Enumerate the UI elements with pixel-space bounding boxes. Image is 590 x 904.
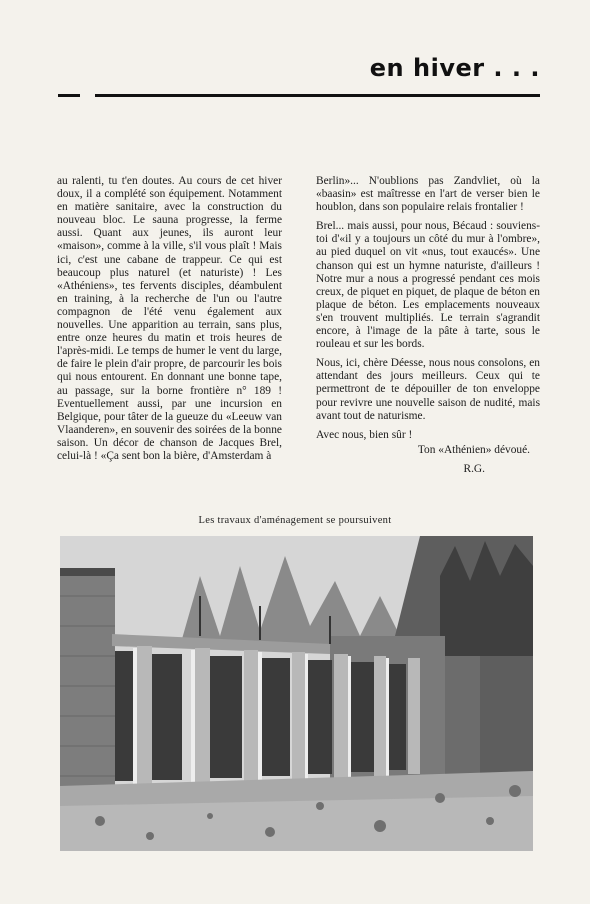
right-paragraph-3: Nous, ici, chère Déesse, nous nous consolons, en attendant des jours meilleurs. Ceux qui te permettront de te dépouiller de ton enveloppe pour revivre une nouvelle saison de nudité, mais avant tout de naturisme. xyxy=(316,357,540,422)
photo-caption: Les travaux d'aménagement se poursuivent xyxy=(198,515,392,526)
article-left-column xyxy=(57,175,282,469)
page-title: en hiver . . . xyxy=(369,54,540,82)
signature-initials: R.G. xyxy=(463,462,485,475)
title-rule-long xyxy=(95,94,540,97)
construction-photo xyxy=(60,536,533,851)
right-paragraph-2: Brel... mais aussi, pour nous, Bécaud : souviens-toi d'«il y a toujours un côté du mur à l'ombre», au pied duquel on vit «nus, tout exaucés». Une chanson qui est un hymne naturiste, d'ailleurs ! Notre mur a nous a progressé pendant ces mois creux, de piquet en piquet, de plaque de béton en plaque de béton. Les emplacements nouveaux s'en trouvent multipliés. Le terrain s'agrandit encore, à l'image de la pâte à tarte, sous le rouleau et sur les bords. xyxy=(316,220,540,351)
right-paragraph-1: Berlin»... N'oublions pas Zandvliet, où la «baasin» est maîtresse en l'art de verser bien le houblon, dans son populaire relais frontalier ! xyxy=(316,175,540,214)
signature-line: Ton «Athénien» dévoué. xyxy=(417,443,530,456)
left-column-text: au ralenti, tu t'en doutes. Au cours de cet hiver doux, il a complété son équipement. Notamment en matière sanitaire, avec la construction du nouveau bloc. Le sauna progresse, la ferme aussi. Quant aux jeunes, ils auront leur «maison», comme à la ville, s'il vous plaît ! Mais ici, c'est une cabane de trappeur. Ce qui est beaucoup plus naturel (et naturiste) ! Les «Athéniens», tes fervents disciples, déambulent en training, à la recherche de l'un ou l'autre compagnon de l'été venu également aux nouvelles. Une apparition au terrain, sans plus, entre onze heures du matin et trois heures de l'après-midi. Le temps de humer le vent du large, de faire le plein d'air propre, de parcourir les bois qui nous entourent. En donnant une bonne tape, au passage, sur la borne frontière n° 189 ! Eventuellement aussi, par une incursion en Belgique, pour tâter de la gueuze du «Leeuw van Vlaanderen», en souvenir des soirées de la bonne saison. Un décor de chanson de Jacques Brel, celui-là ! «Ça sent bon la bière, d'Amsterdam à xyxy=(57,175,282,462)
article-right-column xyxy=(316,175,540,482)
right-paragraph-4: Avec nous, bien sûr ! xyxy=(316,428,413,441)
title-rule-short xyxy=(58,94,80,97)
